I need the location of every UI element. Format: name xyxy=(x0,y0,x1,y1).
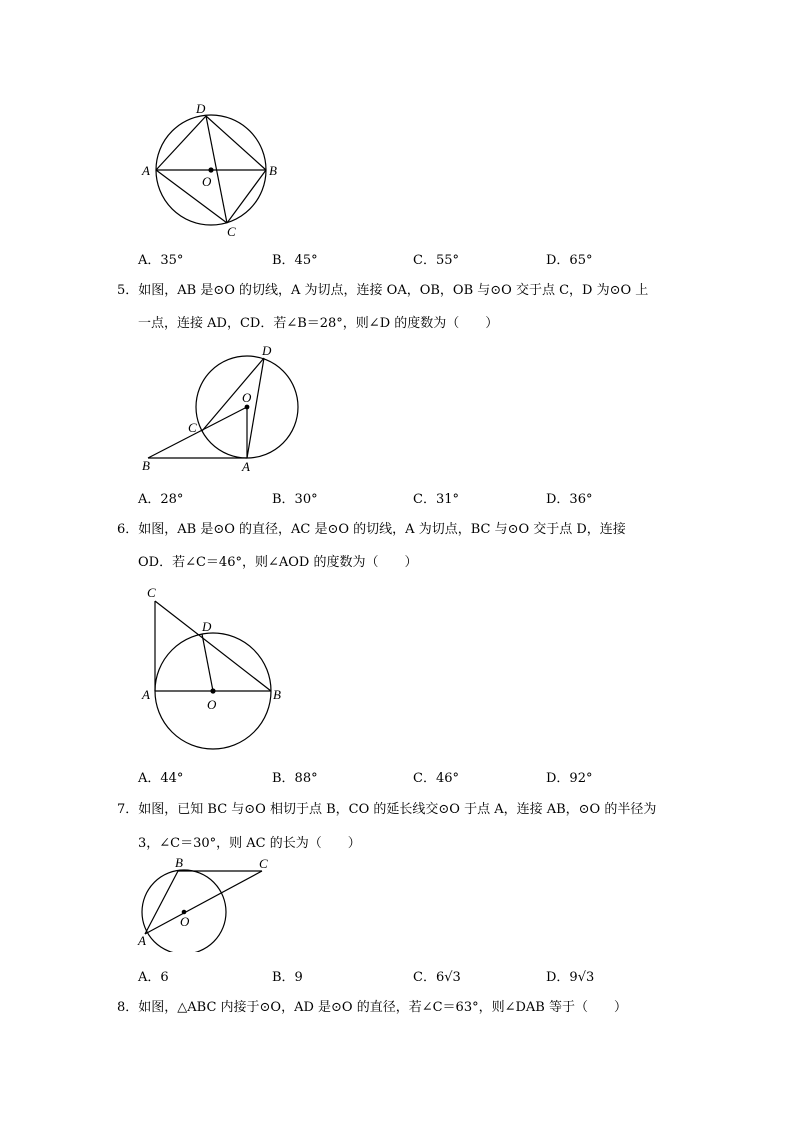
q4-options xyxy=(138,249,758,267)
segment-cb xyxy=(155,601,271,691)
q5-text-line1: 5．如图，AB 是⊙O 的切线，A 为切点，连接 OA，OB，OB 与⊙O 交于点 C，D 为⊙O 上 xyxy=(117,283,649,298)
center-point xyxy=(208,167,213,172)
label-a: A xyxy=(142,687,150,702)
label-o: O xyxy=(207,697,217,712)
figure-q6 xyxy=(138,580,288,760)
q7-options xyxy=(138,966,758,984)
label-a: A xyxy=(142,163,150,178)
center-point xyxy=(210,688,215,693)
q5-option-c[interactable]: C．31° xyxy=(413,492,459,507)
q6-option-d[interactable]: D．92° xyxy=(546,771,593,786)
figure-q5 xyxy=(135,340,310,475)
segment-ac xyxy=(145,871,262,934)
q4-option-b[interactable]: B．45° xyxy=(272,253,318,268)
q6-option-c[interactable]: C．46° xyxy=(413,771,459,786)
q5-option-d[interactable]: D．36° xyxy=(546,492,593,507)
label-d: D xyxy=(262,343,272,358)
q7-text-line2: 3，∠C＝30°，则 AC 的长为（ ） xyxy=(138,836,361,851)
label-b: B xyxy=(142,458,150,473)
label-o: O xyxy=(242,390,252,405)
segment-bo xyxy=(148,407,247,458)
q7-text-line1: 7．如图，已知 BC 与⊙O 相切于点 B，CO 的延长线交⊙O 于点 A，连接 AB，⊙O 的半径为 xyxy=(117,802,657,817)
q5-text-line2: 一点，连接 AD，CD．若∠B＝28°，则∠D 的度数为（ ） xyxy=(138,316,499,331)
label-d: D xyxy=(196,101,206,116)
label-b: B xyxy=(269,163,277,178)
q8-text-line1: 8．如图，△ABC 内接于⊙O，AD 是⊙O 的直径，若∠C＝63°，则∠DAB 等于（ ） xyxy=(117,1000,627,1015)
q6-option-a[interactable]: A．44° xyxy=(138,771,184,786)
label-d: D xyxy=(202,619,212,634)
q4-option-a[interactable]: A．35° xyxy=(138,253,184,268)
label-b: B xyxy=(175,855,183,870)
q5-option-a[interactable]: A．28° xyxy=(138,492,184,507)
q5-options xyxy=(138,488,758,506)
label-a: A xyxy=(138,933,146,948)
label-a: A xyxy=(242,459,250,474)
q6-text-line1: 6．如图，AB 是⊙O 的直径，AC 是⊙O 的切线，A 为切点，BC 与⊙O 交于点 D，连接 xyxy=(117,522,626,537)
q7-option-a[interactable]: A．6 xyxy=(138,970,169,985)
label-c: C xyxy=(227,224,236,239)
q4-option-c[interactable]: C．55° xyxy=(413,253,459,268)
q5-option-b[interactable]: B．30° xyxy=(272,492,318,507)
q6-options xyxy=(138,767,758,785)
q7-option-d[interactable]: D．9√3 xyxy=(546,970,595,985)
segment-ac xyxy=(156,170,227,223)
center-point xyxy=(245,405,250,410)
label-o: O xyxy=(202,174,212,189)
segment-od xyxy=(202,634,213,691)
label-c: C xyxy=(259,856,268,871)
segment-bc xyxy=(227,170,266,223)
segment-ad xyxy=(247,358,264,458)
q6-text-line2: OD．若∠C＝46°，则∠AOD 的度数为（ ） xyxy=(138,555,418,570)
q7-option-b[interactable]: B．9 xyxy=(272,970,303,985)
figure-q7 xyxy=(135,852,275,952)
q4-option-d[interactable]: D．65° xyxy=(546,253,593,268)
label-c: C xyxy=(188,420,197,435)
figure-q4 xyxy=(135,95,290,240)
segment-cd xyxy=(202,358,264,431)
label-b: B xyxy=(273,687,281,702)
label-c: C xyxy=(147,585,156,600)
q7-option-c[interactable]: C．6√3 xyxy=(413,970,461,985)
q6-option-b[interactable]: B．88° xyxy=(272,771,318,786)
label-o: O xyxy=(180,914,190,929)
